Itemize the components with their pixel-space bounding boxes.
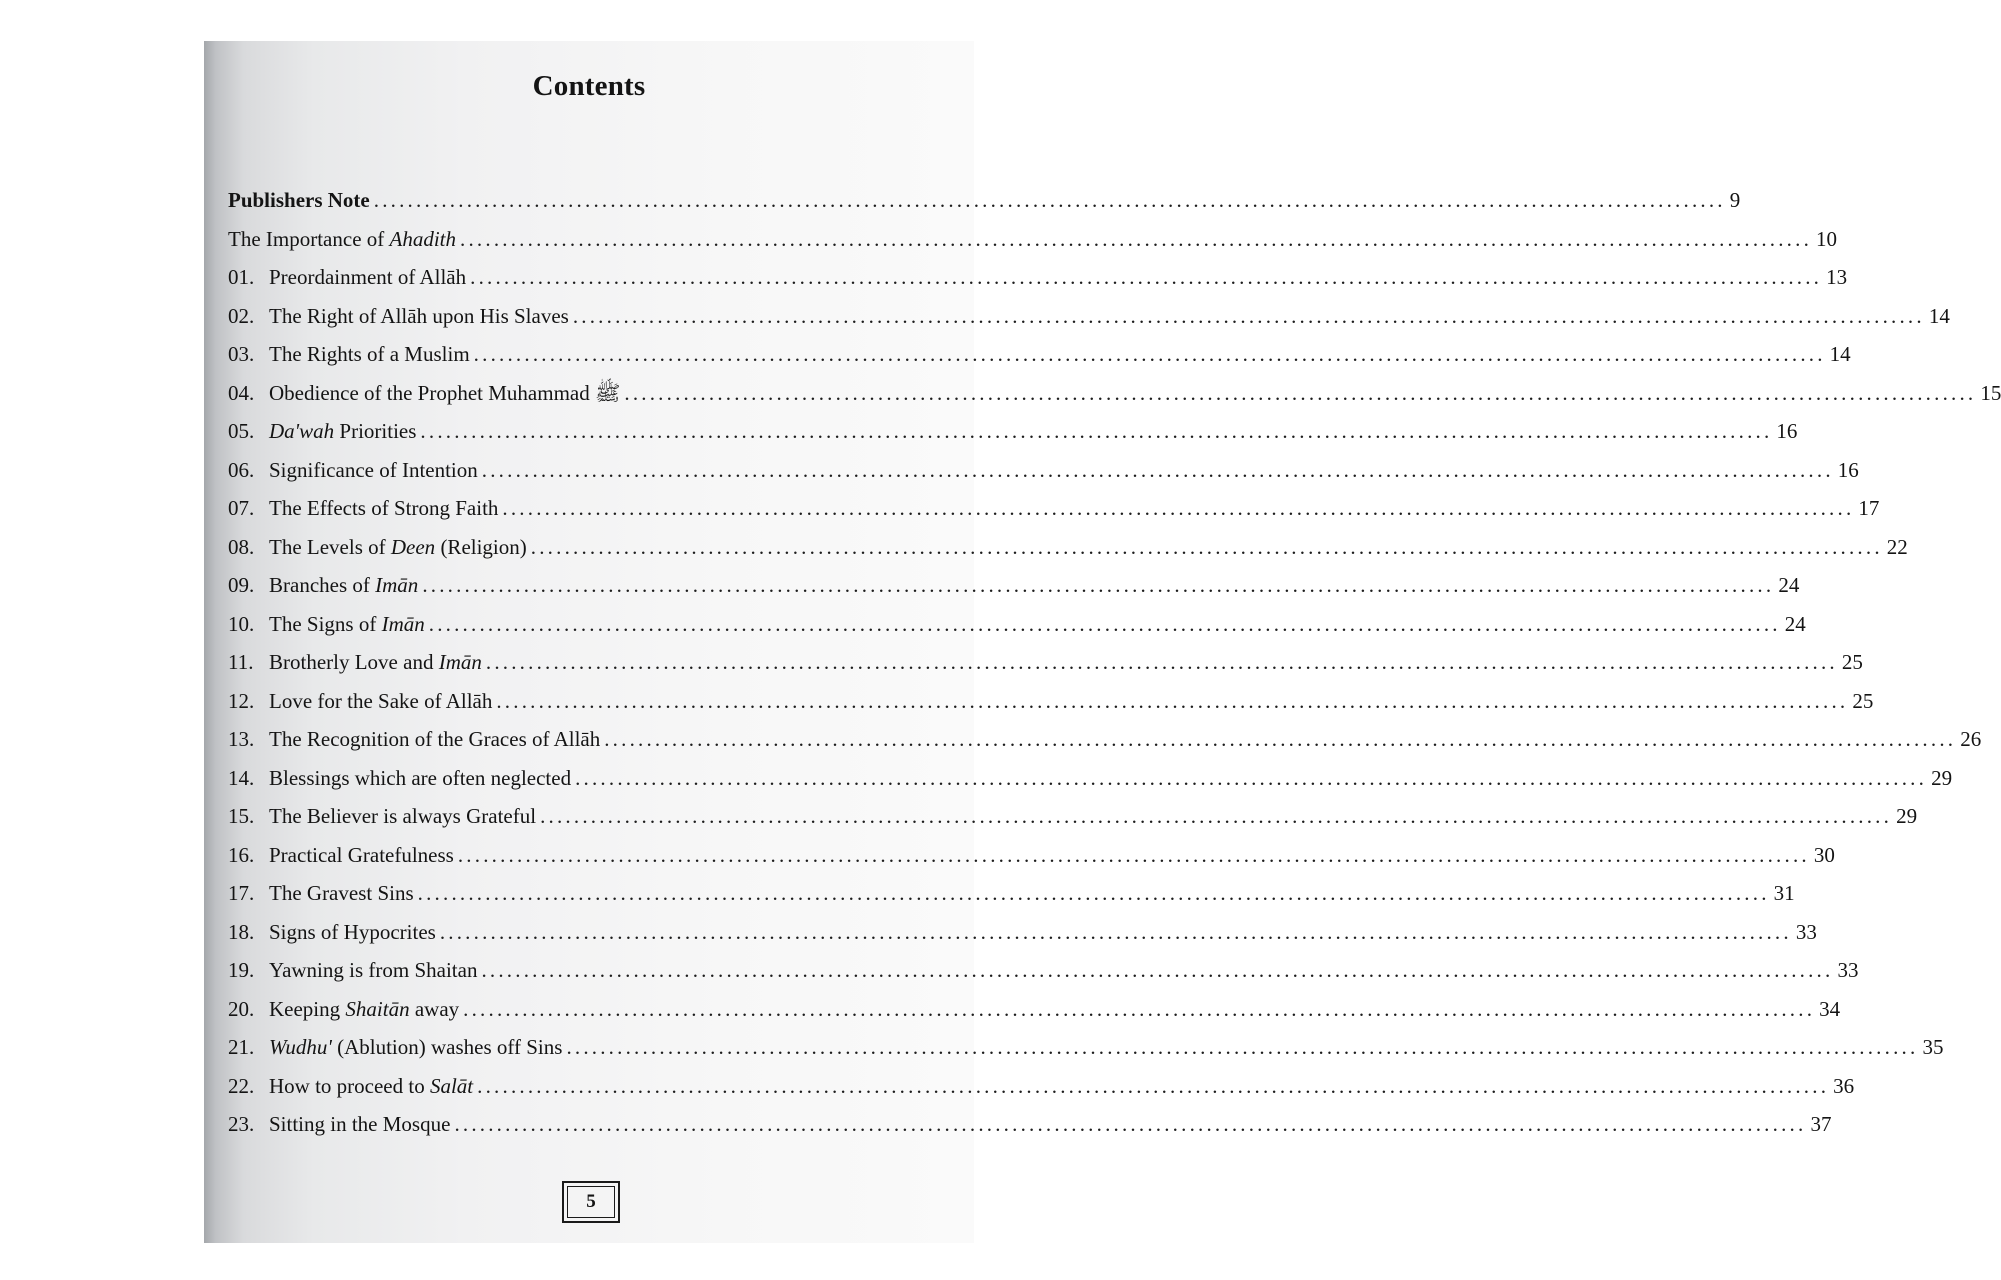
toc-entry [228,258,1848,297]
toc-entry-number: 09. [228,573,255,597]
toc-entry-page: 22 [1886,534,1908,559]
toc-entry [228,951,1859,990]
toc-entry-title: The Rights of a Muslim [269,342,470,366]
table-of-contents [228,181,2001,1144]
toc-entry-title: Obedience of the Prophet Muhammad ﷺ [269,380,621,405]
dot-leader: ................................................................................................................................................................ [481,457,1834,482]
toc-entry [228,412,1798,451]
toc-entry-page: 31 [1773,881,1795,905]
toc-entry-title: The Recognition of the Graces of Allāh [269,727,601,751]
toc-entry [228,528,1908,567]
toc-entry [228,990,1841,1029]
dot-leader: ................................................................................................................................................................ [566,1035,1919,1059]
dot-leader: ................................................................................................................................................................ [417,881,1770,905]
toc-entry-number: 22. [228,1073,255,1098]
toc-entry [228,836,1835,875]
toc-entry [228,605,1806,644]
toc-entry-number: 16. [228,842,255,867]
toc-entry-title: Significance of Intention [269,457,478,482]
toc-entry-number: 13. [228,727,255,751]
toc-entry-page: 37 [1810,1112,1832,1136]
toc-entry-page: 10 [1816,226,1838,251]
toc-entry [228,1028,1944,1067]
toc-entry-title: Signs of Hypocrites [269,919,436,944]
toc-entry-page: 16 [1776,419,1798,443]
toc-entry-number: 12. [228,688,255,713]
toc-entry-number: 23. [228,1112,255,1136]
dot-leader: ................................................................................................................................................................ [604,727,1957,751]
toc-entry-title: The Right of Allāh upon His Slaves [269,303,569,328]
toc-entry-number: 01. [228,265,255,289]
toc-entry [228,682,1874,721]
toc-entry-page: 33 [1795,919,1817,944]
toc-entry-title: Publishers Note [228,188,370,212]
dot-leader: ................................................................................................................................................................ [373,188,1726,212]
page-title: Contents [532,70,646,102]
toc-entry-title: The Levels of Deen (Religion) [269,534,527,559]
toc-entry-number: 21. [228,1035,255,1059]
toc-entry-number: 03. [228,342,255,366]
dot-leader: ................................................................................................................................................................ [428,611,1781,636]
toc-entry-page: 14 [1928,303,1950,328]
toc-entry [228,297,1950,336]
toc-entry [228,913,1817,952]
dot-leader: ................................................................................................................................................................ [463,996,1816,1021]
toc-entry-page: 29 [1896,804,1918,828]
toc-entry-page: 25 [1852,688,1874,713]
toc-entry-title: The Believer is always Grateful [269,804,537,828]
page-number-box [562,1181,620,1223]
toc-entry [228,335,1851,374]
toc-entry-title: Keeping Shaitān away [269,996,460,1021]
toc-entry-title: Sitting in the Mosque [269,1112,451,1136]
toc-entry-page: 26 [1960,727,1982,751]
toc-entry-title: The Importance of Ahadith [228,226,457,251]
toc-entry-title: Yawning is from Shaitan [269,958,478,982]
toc-entry-page: 24 [1784,611,1806,636]
toc-entry-number: 18. [228,919,255,944]
toc-entry-title: Branches of Imān [269,573,419,597]
toc-entry [228,566,1800,605]
dot-leader: ................................................................................................................................................................ [575,765,1928,790]
toc-entry-title: How to proceed to Salāt [269,1073,474,1098]
toc-entry-title: Practical Gratefulness [269,842,454,867]
toc-entry-page: 9 [1729,188,1741,212]
dot-leader: ................................................................................................................................................................ [502,496,1855,520]
toc-entry-page: 15 [1980,380,2001,405]
toc-entry [228,489,1880,528]
toc-entry [228,759,1953,798]
toc-entry-number: 02. [228,303,255,328]
page-number: 5 [567,1186,615,1218]
toc-entry [228,181,1741,220]
toc-entry-page: 25 [1841,650,1863,674]
toc-entry-number: 17. [228,881,255,905]
dot-leader: ................................................................................................................................................................ [422,573,1775,597]
dot-leader: ................................................................................................................................................................ [470,265,1823,289]
toc-entry-title: Da'wah Priorities [269,419,417,443]
toc-entry-number: 10. [228,611,255,636]
toc-entry [228,1105,1832,1144]
dot-leader: ................................................................................................................................................................ [485,650,1838,674]
toc-entry-page: 13 [1826,265,1848,289]
toc-entry [228,451,1859,490]
toc-entry-page: 29 [1931,765,1953,790]
toc-entry [228,374,2001,413]
toc-entry-title: The Effects of Strong Faith [269,496,499,520]
toc-entry-title: Brotherly Love and Imān [269,650,482,674]
toc-entry-number: 08. [228,534,255,559]
toc-entry-number: 11. [228,650,254,674]
toc-entry-title: Wudhu' (Ablution) washes off Sins [269,1035,563,1059]
dot-leader: ................................................................................................................................................................ [624,380,1977,405]
dot-leader: ................................................................................................................................................................ [473,342,1826,366]
toc-entry-page: 17 [1858,496,1880,520]
book-page [204,41,2001,1243]
toc-entry-title: Blessings which are often neglected [269,765,572,790]
dot-leader: ................................................................................................................................................................ [572,303,1925,328]
toc-entry [228,220,1838,259]
toc-entry-number: 06. [228,457,255,482]
toc-entry [228,874,1795,913]
toc-entry [228,1067,1855,1106]
dot-leader: ................................................................................................................................................................ [454,1112,1807,1136]
toc-entry-page: 36 [1833,1073,1855,1098]
dot-leader: ................................................................................................................................................................ [477,1073,1830,1098]
toc-entry-page: 33 [1837,958,1859,982]
toc-entry-number: 05. [228,419,255,443]
toc-entry [228,797,1918,836]
toc-entry-page: 24 [1778,573,1800,597]
dot-leader: ................................................................................................................................................................ [540,804,1893,828]
toc-entry-page: 35 [1922,1035,1944,1059]
toc-entry-number: 07. [228,496,255,520]
toc-entry-title: The Signs of Imān [269,611,425,636]
toc-entry-page: 34 [1819,996,1841,1021]
dot-leader: ................................................................................................................................................................ [530,534,1883,559]
toc-entry [228,720,1982,759]
toc-entry [228,643,1863,682]
toc-entry-page: 16 [1837,457,1859,482]
toc-entry-title: Love for the Sake of Allāh [269,688,493,713]
dot-leader: ................................................................................................................................................................ [481,958,1834,982]
dot-leader: ................................................................................................................................................................ [439,919,1792,944]
dot-leader: ................................................................................................................................................................ [496,688,1849,713]
toc-entry-title: The Gravest Sins [269,881,414,905]
toc-entry-page: 14 [1829,342,1851,366]
toc-entry-number: 15. [228,804,255,828]
toc-entry-number: 04. [228,380,255,405]
toc-entry-title: Preordainment of Allāh [269,265,467,289]
dot-leader: ................................................................................................................................................................ [457,842,1810,867]
dot-leader: ................................................................................................................................................................ [420,419,1773,443]
toc-entry-number: 19. [228,958,255,982]
toc-entry-number: 14. [228,765,255,790]
toc-entry-page: 30 [1813,842,1835,867]
dot-leader: ................................................................................................................................................................ [460,226,1813,251]
toc-entry-number: 20. [228,996,255,1021]
